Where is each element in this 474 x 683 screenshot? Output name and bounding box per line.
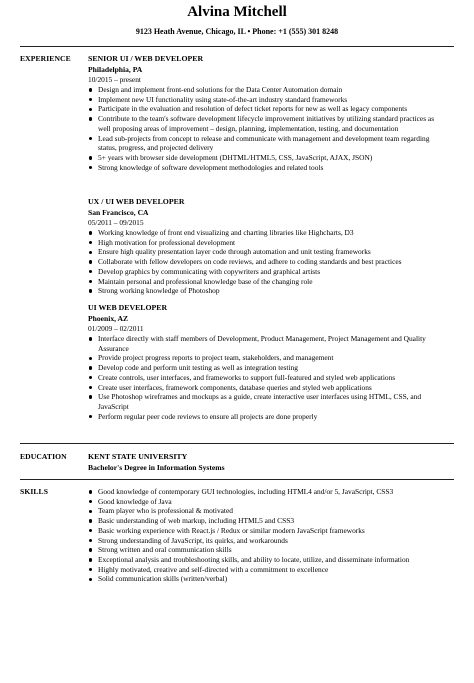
list-item (88, 574, 448, 584)
job-location: Phoenix, AZ (88, 314, 129, 323)
list-item (88, 334, 448, 353)
bullet-icon (89, 568, 92, 571)
list-item (88, 114, 448, 133)
skill-text: Good knowledge of Java (98, 496, 172, 506)
job-bullets (88, 228, 448, 296)
bullet-text: 5+ years with browser side development (DHTML/HTML5, CSS, JavaScript, AJAX, JSON) (98, 152, 373, 162)
bullet-text: Develop code and perform unit testing as well as integration testing (98, 363, 298, 373)
candidate-name: Alvina Mitchell (187, 4, 287, 20)
skill-text: Good knowledge of contemporary GUI technologies, including HTML4 and/or 5, JavaScript, CSS3 (98, 487, 394, 496)
skill-text: Strong written and oral communication skills (98, 545, 232, 555)
bullet-text: Lead sub-projects from concept to release and communicate with management and development team regarding status, progress, and projected delivery (98, 133, 430, 153)
bullet-text: Perform regular peer code reviews to ensure all projects are done properly (98, 411, 318, 421)
bullet-text: Working knowledge of front end visualizing and charting libraries like Highcharts, D3 (98, 228, 354, 237)
education-degree: Bachelor's Degree in Information Systems (88, 463, 225, 472)
skills-list (88, 487, 448, 584)
job-title: SENIOR UI / WEB DEVELOPER (88, 54, 204, 63)
bullet-icon (89, 137, 92, 140)
list-item (88, 526, 448, 536)
list-item (88, 104, 448, 114)
bullet-text: Ensure high quality presentation layer code through automation and unit testing frameworks (98, 247, 371, 257)
contact-line: 9123 Heath Avenue, Chicago, IL • Phone: +1 (555) 301 8248 (135, 27, 339, 36)
bullet-text: Design and implement front-end solutions for the Data Center Automation domain (98, 85, 343, 94)
bullet-text: Collaborate with fellow developers on code reviews, and adhere to coding standards and best practices (98, 257, 402, 267)
education-school: KENT STATE UNIVERSITY (88, 452, 188, 461)
bullet-icon (89, 156, 92, 159)
bullet-icon (89, 529, 92, 532)
skill-text: Basic working experience with React.js / Redux or similar modern JavaScript frameworks (98, 525, 365, 535)
bullet-icon (89, 415, 92, 418)
list-item (88, 506, 448, 516)
bullet-icon (89, 558, 92, 561)
list-item (88, 373, 448, 383)
skill-text: Basic understanding of web markup, including HTML5 and CSS3 (98, 516, 295, 526)
bullet-icon (89, 548, 92, 551)
list-item (88, 247, 448, 257)
job-dates: 10/2015 – present (88, 75, 141, 84)
list-item (88, 238, 448, 248)
bullet-icon (89, 395, 92, 398)
bullet-icon (89, 251, 92, 254)
section-divider (20, 479, 454, 480)
bullet-text: Create user interfaces, framework components, database queries and styled web applications (98, 382, 372, 392)
skills-heading: SKILLS (20, 487, 49, 496)
bullet-text: Contribute to the team's software development lifecycle improvement initiatives by utilizing standard practices as well proposing areas of improvement – design, planning, implementation, testing, and documentation (98, 114, 435, 133)
job-title: UI WEB DEVELOPER (88, 303, 168, 312)
bullet-icon (89, 88, 92, 91)
job-dates: 01/2009 – 02/2011 (88, 324, 144, 333)
bullet-text: High motivation for professional development (98, 237, 236, 247)
list-item (88, 392, 448, 411)
skill-text: Solid communication skills (written/verbal) (98, 574, 228, 584)
bullet-icon (89, 539, 92, 542)
bullet-text: Strong knowledge of software development methodologies and related tools (98, 162, 324, 172)
skill-text: Highly motivated, creative and self-directed with a commitment to excellence (98, 564, 329, 574)
bullet-icon (89, 386, 92, 389)
bullet-text: Participate in the evaluation and resolution of defect ticket reports for new as well as legacy components (98, 104, 408, 114)
bullet-icon (89, 280, 92, 283)
bullet-icon (89, 490, 92, 493)
list-item (88, 383, 448, 393)
bullet-icon (89, 519, 92, 522)
job-bullets (88, 334, 448, 421)
bullet-text: Create controls, user interfaces, and frameworks to support full-featured and styled web applications (98, 372, 396, 382)
list-item (88, 412, 448, 422)
bullet-icon (89, 270, 92, 273)
bullet-icon (89, 260, 92, 263)
list-item (88, 267, 448, 277)
list-item (88, 555, 448, 565)
bullet-text: Provide project progress reports to project team, stakeholders, and management (98, 353, 334, 363)
experience-heading: EXPERIENCE (20, 54, 71, 63)
list-item (88, 95, 448, 105)
bullet-icon (89, 108, 92, 111)
bullet-text: Interface directly with staff members of Development, Product Management, Project Management and Quality Assurance (98, 334, 426, 353)
skill-text: Strong understanding of JavaScript, its quirks, and workarounds (98, 535, 288, 545)
list-item (88, 85, 448, 95)
list-item (88, 487, 448, 497)
bullet-icon (89, 231, 92, 234)
job-dates: 05/2011 – 09/2015 (88, 218, 144, 227)
bullet-text: Implement new UI functionality using state-of-the-art industry standard frameworks (98, 94, 348, 104)
job-bullets (88, 85, 448, 172)
bullet-icon (89, 289, 92, 292)
bullet-icon (89, 241, 92, 244)
list-item (88, 134, 448, 153)
bullet-icon (89, 376, 92, 379)
bullet-icon (89, 117, 92, 120)
bullet-icon (89, 337, 92, 340)
section-divider (20, 46, 454, 47)
list-item (88, 516, 448, 526)
bullet-icon (89, 510, 92, 513)
list-item (88, 536, 448, 546)
list-item (88, 277, 448, 287)
list-item (88, 286, 448, 296)
list-item (88, 545, 448, 555)
list-item (88, 353, 448, 363)
bullet-text: Strong working knowledge of Photoshop (98, 286, 220, 296)
section-divider (20, 443, 454, 444)
education-heading: EDUCATION (20, 452, 67, 461)
list-item (88, 163, 448, 173)
bullet-icon (89, 357, 92, 360)
bullet-text: Develop graphics by communicating with copywriters and graphical artists (98, 266, 321, 276)
bullet-icon (89, 98, 92, 101)
bullet-text: Use Photoshop wireframes and mockups as a guide, create interactive user interfaces using HTML, CSS, and JavaScript (98, 392, 422, 411)
bullet-icon (89, 500, 92, 503)
bullet-icon (89, 578, 92, 581)
bullet-icon (89, 166, 92, 169)
job-location: San Francisco, CA (88, 208, 149, 217)
job-title: UX / UI WEB DEVELOPER (88, 197, 185, 206)
skill-text: Team player who is professional & motivated (98, 506, 233, 516)
bullet-text: Maintain personal and professional knowledge base of the changing role (98, 276, 313, 286)
list-item (88, 497, 448, 507)
list-item (88, 363, 448, 373)
job-location: Philadelphia, PA (88, 65, 143, 74)
list-item (88, 228, 448, 238)
list-item (88, 257, 448, 267)
skill-text: Exceptional analysis and troubleshooting skills, and ability to locate, utilize, and disseminate information (98, 554, 410, 564)
list-item (88, 153, 448, 163)
bullet-icon (89, 366, 92, 369)
list-item (88, 565, 448, 575)
